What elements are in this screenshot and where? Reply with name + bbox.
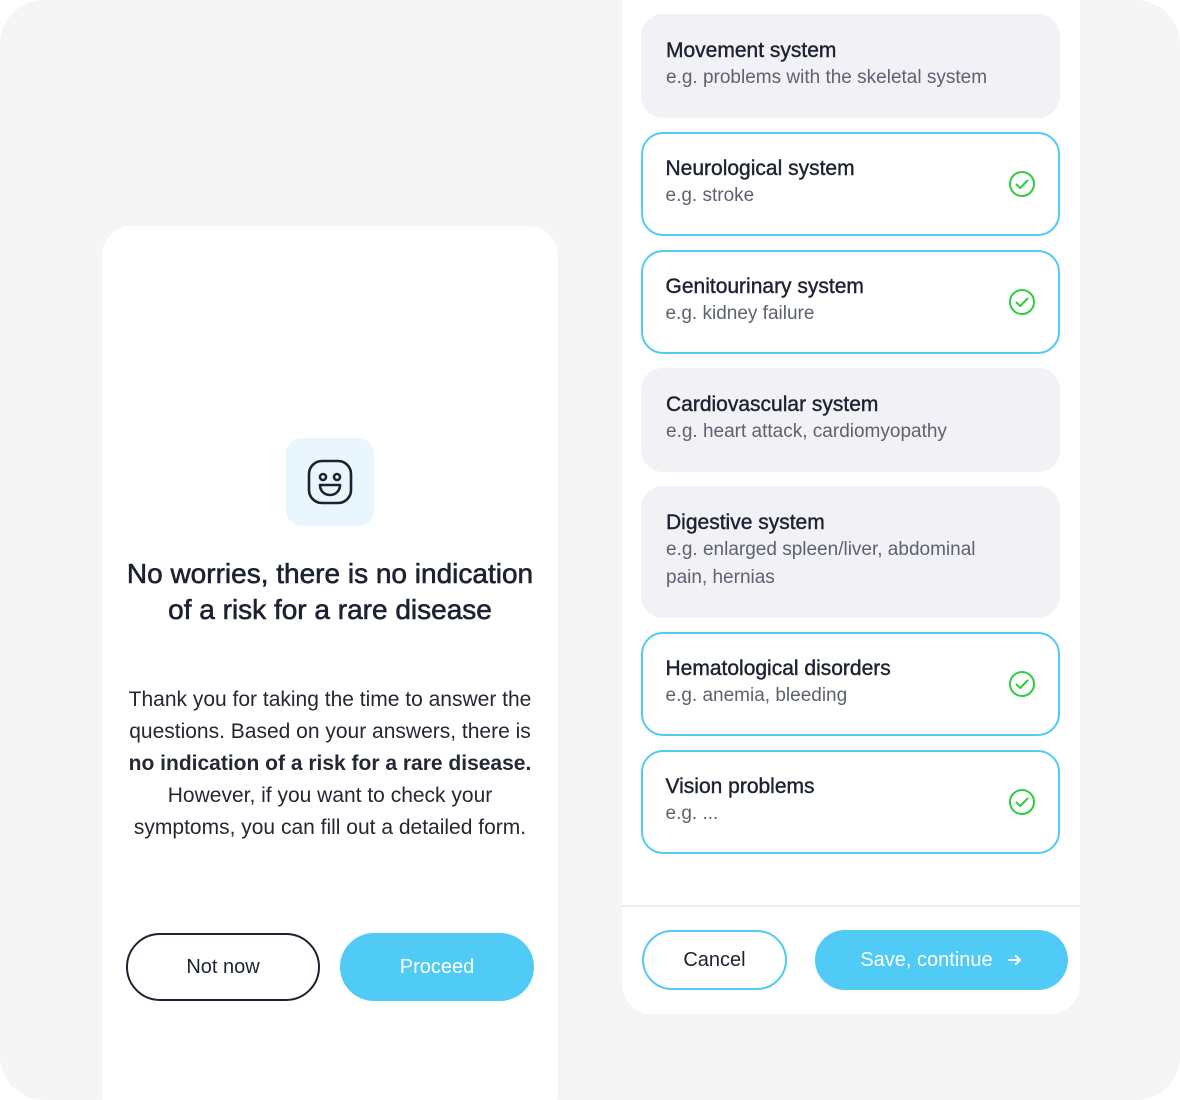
option-example: e.g. anemia, bleeding	[665, 684, 848, 706]
emoji-tile	[286, 438, 374, 526]
not-now-button[interactable]: Not now	[126, 933, 320, 1001]
result-message-outro: However, if you want to check your symptoms, you can fill out a detailed form.	[133, 784, 527, 839]
proceed-button[interactable]: Proceed	[340, 933, 534, 1001]
result-title: No worries, there is no indication of a risk for a rare disease	[126, 558, 534, 625]
option-title: Cardiovascular system	[666, 393, 879, 416]
result-message	[116, 684, 544, 844]
option-title: Genitourinary system	[665, 274, 864, 298]
option-example: e.g. kidney failure	[665, 302, 815, 324]
option-cardiovascular-system[interactable]	[641, 368, 1060, 472]
arrow-right-icon	[1007, 952, 1023, 968]
option-title: Hematological disorders	[665, 656, 891, 680]
result-message-emphasis: no indication of a risk for a rare disease.	[128, 752, 532, 775]
result-message-intro: Thank you for taking the time to answer the questions. Based on your answers, there is	[128, 688, 532, 743]
option-title: Movement system	[666, 39, 837, 62]
option-example: e.g. stroke	[665, 184, 755, 206]
check-circle-icon	[1008, 788, 1036, 816]
save-continue-label: Save, continue	[860, 948, 993, 971]
option-title: Neurological system	[665, 156, 855, 180]
option-title: Vision problems	[665, 774, 815, 798]
check-circle-icon	[1008, 170, 1036, 198]
option-example: e.g. ...	[665, 802, 719, 824]
option-movement-system[interactable]	[641, 14, 1060, 118]
systems-panel	[622, 0, 1080, 1014]
result-card	[102, 226, 558, 1100]
option-example: e.g. problems with the skeletal system	[666, 67, 988, 88]
option-digestive-system[interactable]	[641, 486, 1060, 618]
check-circle-icon	[1008, 670, 1036, 698]
option-genitourinary-system[interactable]	[641, 250, 1060, 354]
option-title: Digestive system	[666, 511, 825, 534]
option-hematological-disorders[interactable]	[641, 632, 1060, 736]
footer-divider	[622, 905, 1080, 907]
save-continue-button[interactable]	[815, 930, 1068, 990]
option-example: e.g. heart attack, cardiomyopathy	[666, 421, 947, 442]
smiling-face-icon	[306, 458, 354, 506]
option-neurological-system[interactable]	[641, 132, 1060, 236]
option-example: e.g. enlarged spleen/liver, abdominal pain, hernias	[666, 539, 976, 588]
check-circle-icon	[1008, 288, 1036, 316]
cancel-label: Cancel	[683, 948, 746, 971]
cancel-button[interactable]	[642, 930, 787, 990]
option-vision-problems[interactable]	[641, 750, 1060, 854]
